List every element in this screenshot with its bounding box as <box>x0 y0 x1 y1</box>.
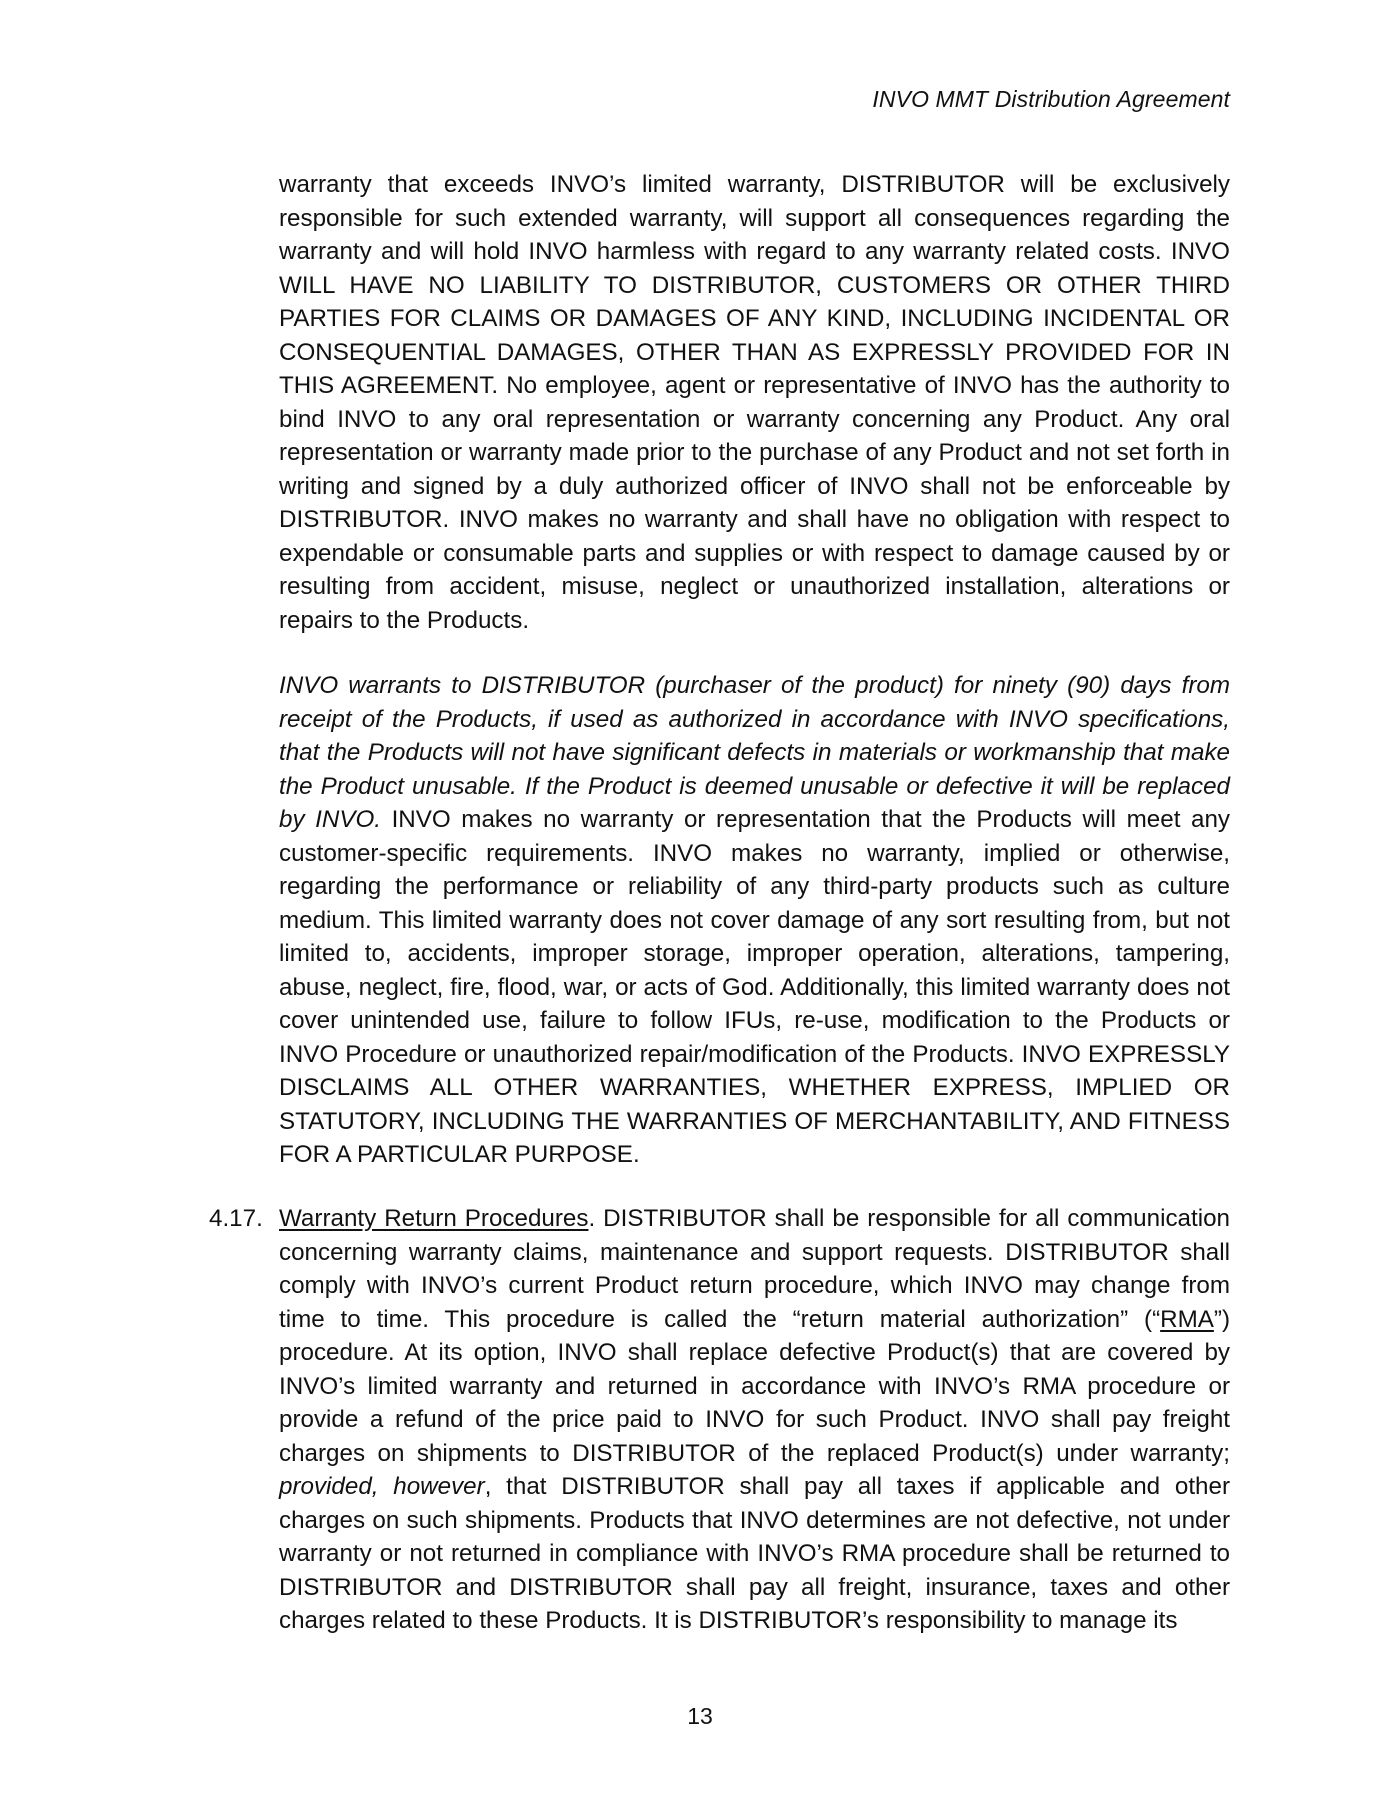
section-number: 4.17. <box>209 1205 263 1232</box>
section-body <box>279 1202 1230 1638</box>
warranty-statement-italic: INVO warrants to DISTRIBUTOR (purchaser of the product) for ninety (90) days from receipt of the Products, if used as authorized in accordance with INVO specifications, that the Products will not have significant defects in materials or workmanship that make the Product unusable. If the Product is deemed unusable or defective it will be replaced by INVO. <box>279 672 1230 833</box>
paragraph-text: warranty that exceeds INVO’s limited warranty, DISTRIBUTOR will be exclusively responsible for such extended warranty, will support all consequences regarding the warranty and will hold INVO harmless with regard to any warranty related costs. INVO WILL HAVE NO LIABILITY TO DISTRIBUTOR, CUSTOMERS OR OTHER THIRD PARTIES FOR CLAIMS OR DAMAGES OF ANY KIND, INCLUDING INCIDENTAL OR CONSEQUENTIAL DAMAGES, OTHER THAN AS EXPRESSLY PROVIDED FOR IN THIS AGREEMENT. No employee, agent or representative of INVO has the authority to bind INVO to any oral representation or warranty concerning any Product. Any oral representation or warranty made prior to the purchase of any Product and not set forth in writing and signed by a duly authorized officer of INVO shall not be enforceable by DISTRIBUTOR. INVO makes no warranty and shall have no obligation with respect to expendable or consumable parts and supplies or with respect to damage caused by or resulting from accident, misuse, neglect or unauthorized installation, alterations or repairs to the Products. <box>279 171 1230 634</box>
paragraph-text: INVO makes no warranty or representation that the Products will meet any customer-specific requirements. INVO makes no warranty, implied or otherwise, regarding the performance or reliability of any third-party products such as culture medium. This limited warranty does not cover damage of any sort resulting from, but not limited to, accidents, improper storage, improper operation, alterations, tampering, abuse, neglect, fire, flood, war, or acts of God. Additionally, this limited warranty does not cover unintended use, failure to follow IFUs, re-use, modification to the Products or INVO Procedure or unauthorized repair/modification of the Products. INVO EXPRESSLY DISCLAIMS ALL OTHER WARRANTIES, WHETHER EXPRESS, IMPLIED OR STATUTORY, INCLUDING THE WARRANTIES OF MERCHANTABILITY, AND FITNESS FOR A PARTICULAR PURPOSE. <box>279 806 1230 1168</box>
limited-warranty-paragraph <box>279 669 1230 1172</box>
section-text-part-1: . DISTRIBUTOR shall be responsible for all communication concerning warranty claims, maintenance and support requests. DISTRIBUTOR shall comply with INVO’s current Product return procedure, which INVO may change from time to time. This procedure is called the “return material authorization” (“ <box>279 1205 1231 1333</box>
defined-term-rma: RMA <box>1160 1305 1214 1333</box>
proviso-italic: provided, however <box>279 1473 485 1500</box>
page-number: 13 <box>687 1703 713 1729</box>
section-text-part-2: ”) procedure. At its option, INVO shall replace defective Product(s) that are covered by INVO’s limited warranty and returned in accordance with INVO’s RMA procedure or provide a refund of the price paid to INVO for such Product. INVO shall pay freight charges on shipments to DISTRIBUTOR of the replaced Product(s) under warranty; <box>279 1305 1230 1467</box>
section-heading: Warranty Return Procedures <box>279 1205 589 1232</box>
section-4-17 <box>209 1202 1230 1638</box>
warranty-limitation-paragraph <box>279 168 1230 637</box>
running-header: INVO MMT Distribution Agreement <box>872 86 1230 112</box>
section-text-part-3: , that DISTRIBUTOR shall pay all taxes if applicable and other charges on such shipments. Products that INVO determines are not defective, not under warranty or not returned in compliance with INVO’s RMA procedure shall be returned to DISTRIBUTOR and DISTRIBUTOR shall pay all freight, insurance, taxes and other charges related to these Products. It is DISTRIBUTOR’s responsibility to manage its <box>279 1473 1230 1634</box>
